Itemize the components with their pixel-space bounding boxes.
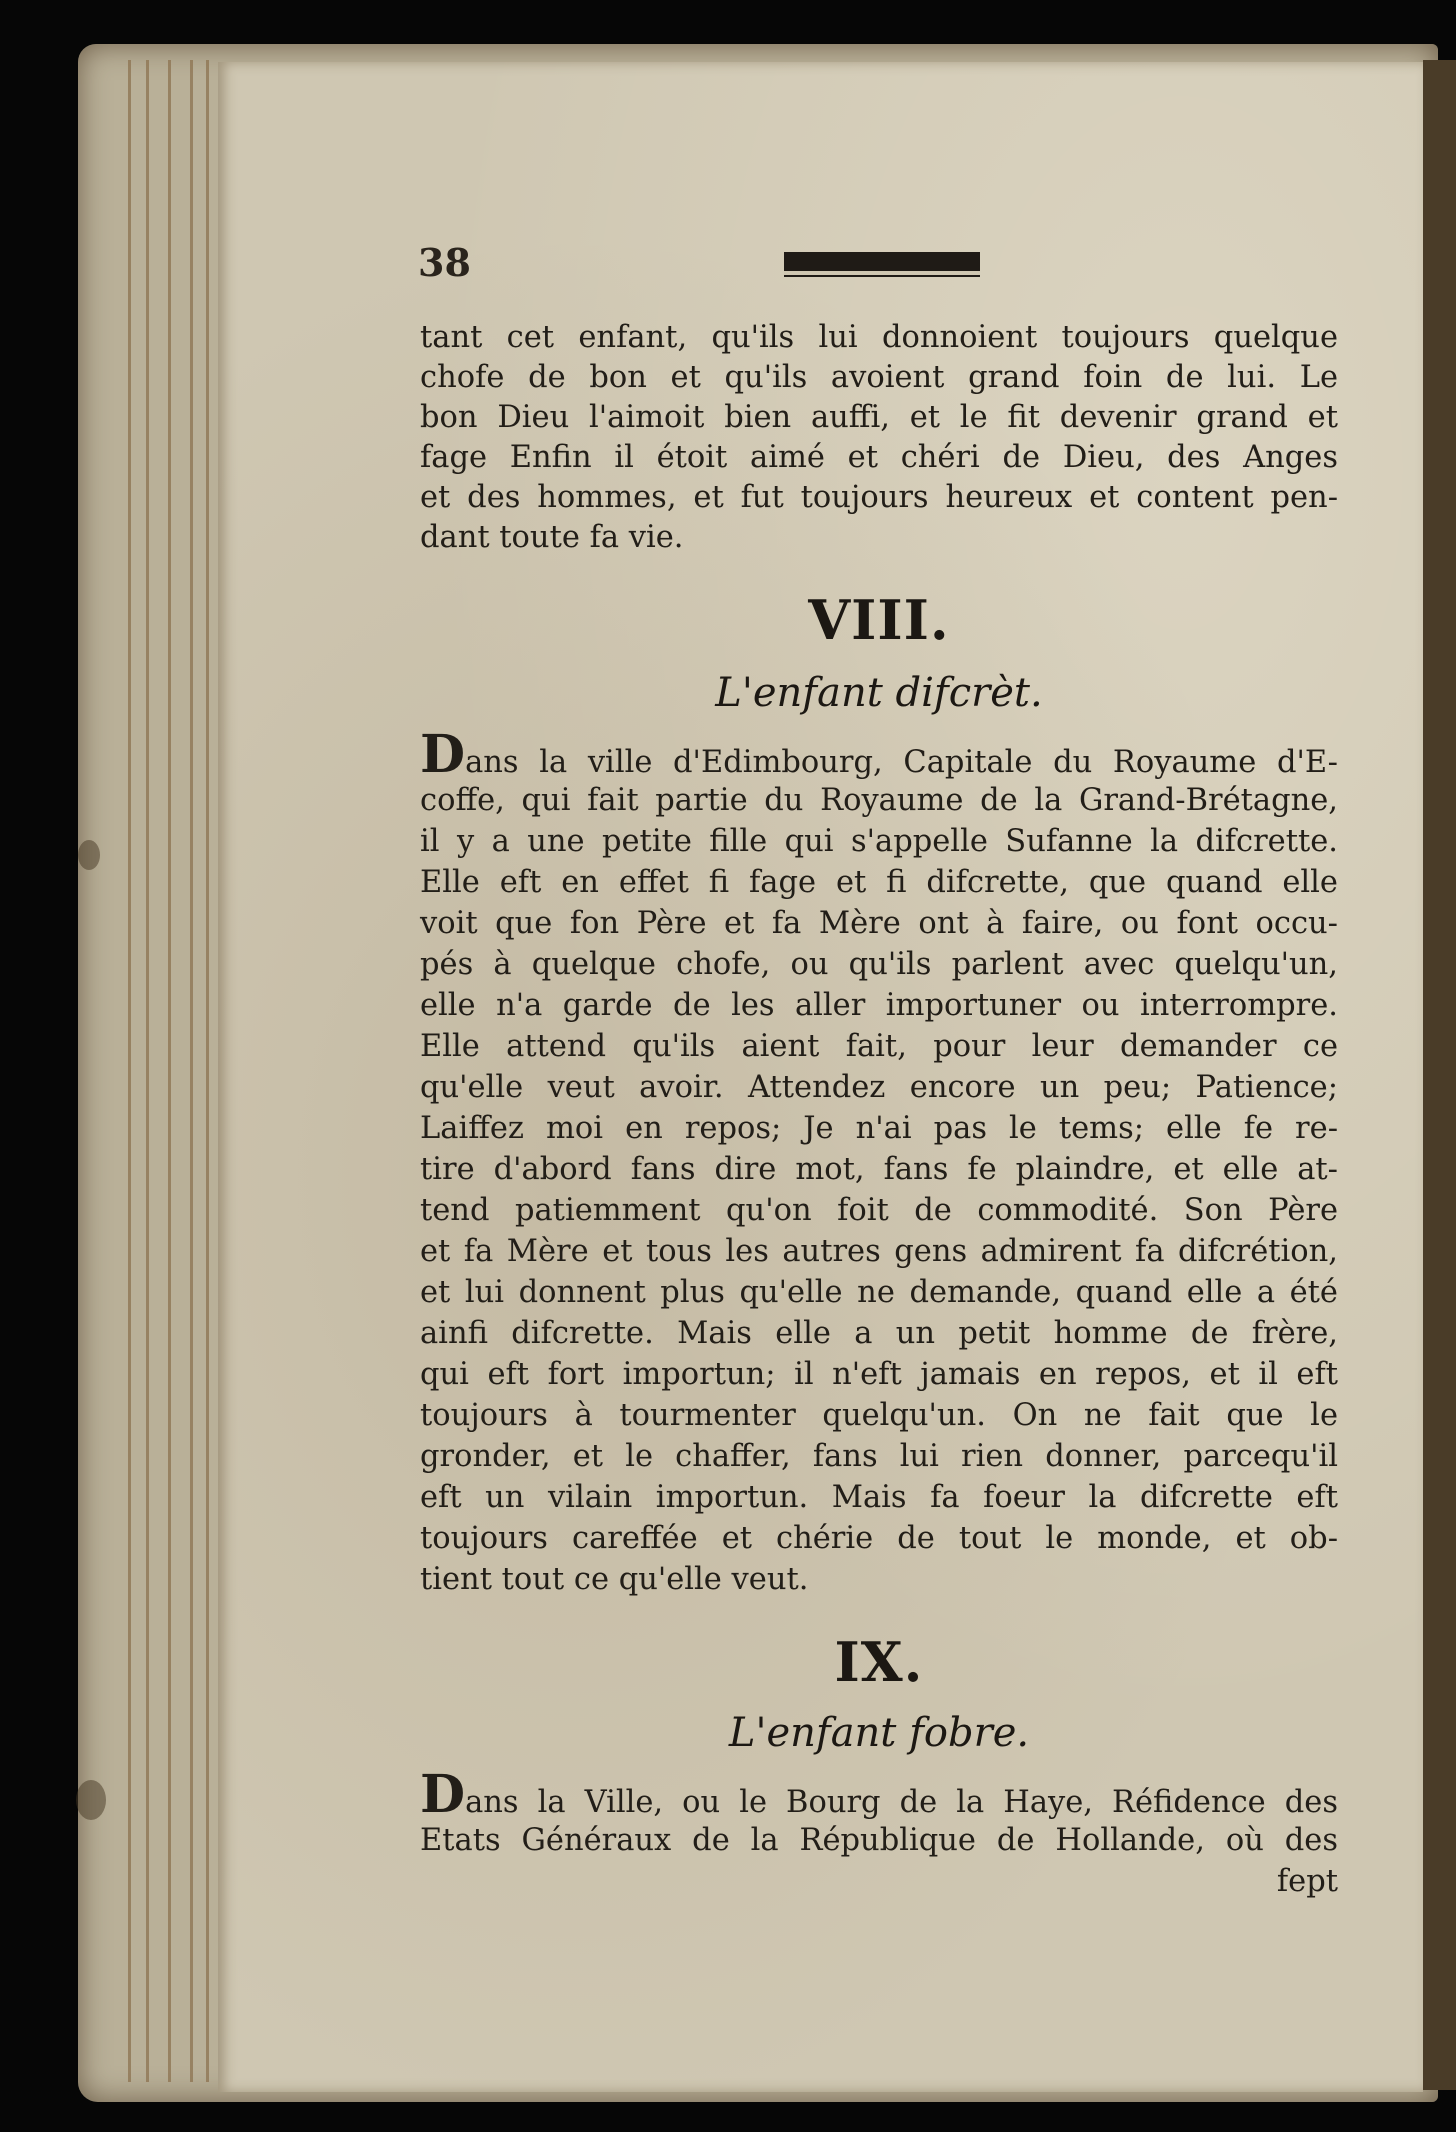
text-line: elle n'a garde de les aller importuner ou interrompre. [420, 988, 1338, 1023]
text-line: ans la ville d'Edimbourg, Capitale du Royaume d'E- [465, 745, 1338, 780]
drop-cap: D [420, 1764, 466, 1825]
section-number: IX. [834, 1630, 924, 1694]
text-line: Etats Généraux de la République de Hollande, où des [420, 1823, 1338, 1858]
catchword: fept [1276, 1864, 1338, 1899]
header-rule [784, 252, 980, 271]
text-line: qu'elle veut avoir. Attendez encore un peu; Patience; [420, 1070, 1338, 1105]
text-line: fage Enfin il étoit aimé et chéri de Dieu, des Anges [420, 440, 1338, 475]
drop-cap: D [420, 724, 466, 785]
text-line: tient tout ce qu'elle veut. [420, 1562, 809, 1597]
text-line: Laiffez moi en repos; Je n'ai pas le tems; elle fe re- [420, 1111, 1338, 1146]
text-line: gronder, et le chaffer, fans lui rien donner, parcequ'il [420, 1439, 1338, 1474]
text-line: toujours careffée et chérie de tout le monde, et ob- [420, 1521, 1338, 1556]
page-stack-edge [146, 60, 149, 2082]
stain-mark [76, 1780, 106, 1820]
section-title: L'enfant difcrèt. [715, 670, 1043, 716]
text-line: pés à quelque chofe, ou qu'ils parlent avec quelqu'un, [420, 947, 1338, 982]
page-number: 38 [418, 240, 471, 285]
text-line: voit que fon Père et fa Mère ont à faire, ou font occu- [420, 906, 1338, 941]
text-line: chofe de bon et qu'ils avoient grand foin de lui. Le [420, 360, 1338, 395]
page-header [418, 240, 1338, 290]
text-line: eft un vilain importun. Mais fa foeur la difcrette eft [420, 1480, 1338, 1515]
text-line: Elle attend qu'ils aient fait, pour leur demander ce [420, 1029, 1338, 1064]
text-line: tire d'abord fans dire mot, fans fe plaindre, et elle at- [420, 1152, 1338, 1187]
page-stack-edge [168, 60, 171, 2082]
section-title: L'enfant fobre. [728, 1710, 1030, 1756]
stain-mark [78, 840, 100, 870]
paragraph-first-line [420, 724, 1338, 785]
text-line: il y a une petite fille qui s'appelle Sufanne la difcrette. [420, 824, 1338, 859]
text-line: tend patiemment qu'on foit de commodité. Son Père [420, 1193, 1338, 1228]
section-number: VIII. [808, 588, 950, 652]
text-line: bon Dieu l'aimoit bien auffi, et le fit devenir grand et [420, 400, 1338, 435]
text-line: coffe, qui fait partie du Royaume de la Grand-Brétagne, [420, 783, 1338, 818]
text-line: Elle eft en effet fi fage et fi difcrette, que quand elle [420, 865, 1338, 900]
text-line: dant toute fa vie. [420, 520, 684, 555]
page-stack-edge [190, 60, 193, 2082]
text-line: ainfi difcrette. Mais elle a un petit homme de frère, [420, 1316, 1338, 1351]
paragraph-first-line [420, 1764, 1338, 1825]
facing-page-edge [1423, 60, 1456, 2090]
text-line: qui eft fort importun; il n'eft jamais en repos, et il eft [420, 1357, 1338, 1392]
page-stack-edge [128, 60, 131, 2082]
text-line: ans la Ville, ou le Bourg de la Haye, Réfidence des [465, 1785, 1338, 1820]
text-line: tant cet enfant, qu'ils lui donnoient toujours quelque [420, 320, 1338, 355]
page-stack-edge [206, 60, 209, 2082]
text-line: et fa Mère et tous les autres gens admirent fa difcrétion, [420, 1234, 1338, 1269]
text-line: et des hommes, et fut toujours heureux et content pen- [420, 480, 1338, 515]
text-line: et lui donnent plus qu'elle ne demande, quand elle a été [420, 1275, 1338, 1310]
text-line: toujours à tourmenter quelqu'un. On ne fait que le [420, 1398, 1338, 1433]
